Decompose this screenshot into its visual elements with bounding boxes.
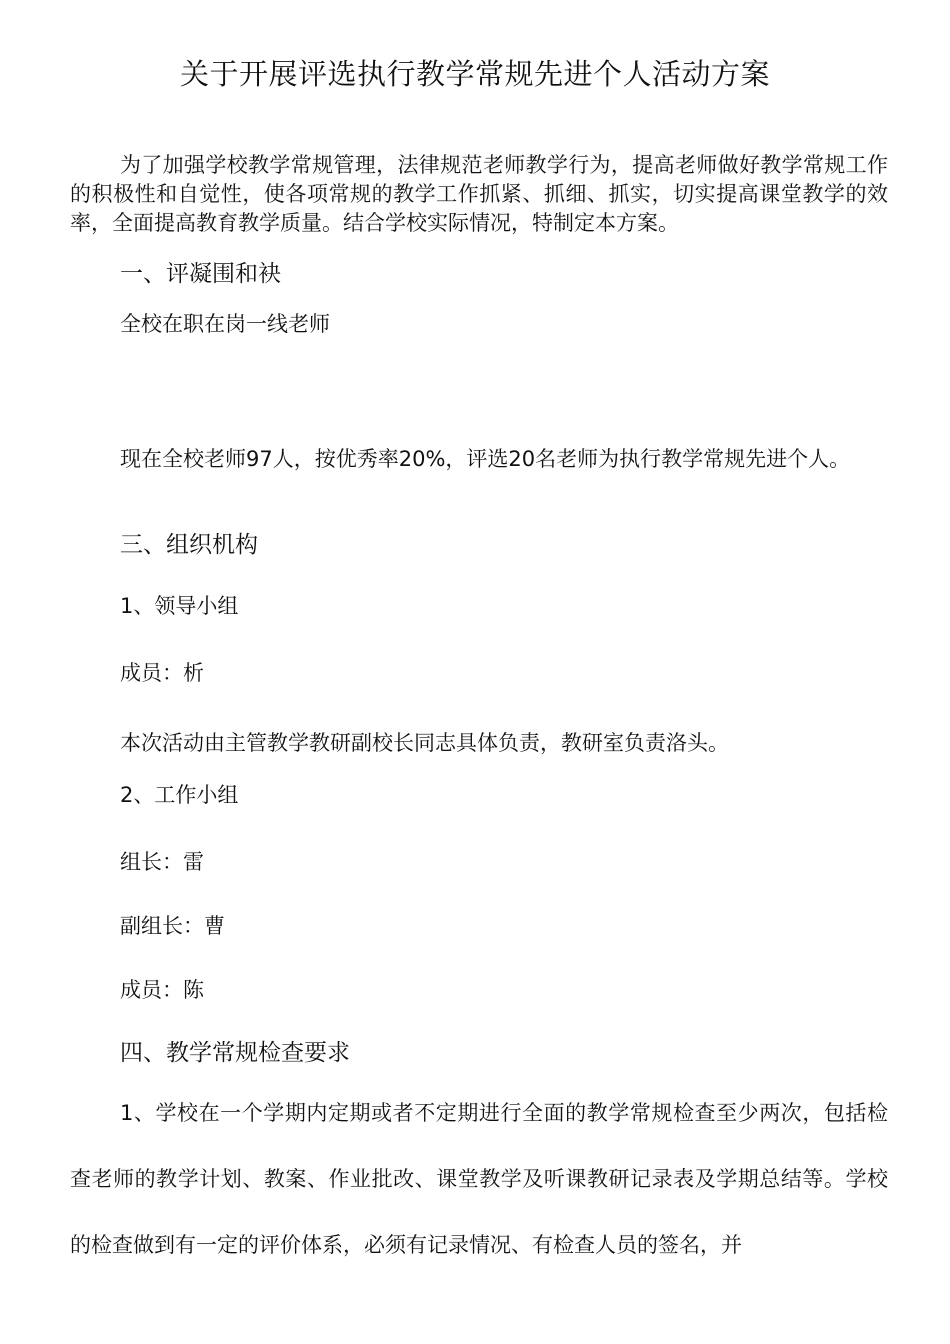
section4-item1: 1、学校在一个学期内定期或者不定期进行全面的教学常规检查至少两次，包括检查老师的教学计划、教案、作业批改、课堂教学及听课教研记录表及学期总结等。学校的检查做到有一定的评价体系，必须有记录情况、有检查人员的签名，并 <box>70 1101 888 1257</box>
group1-note: 本次活动由主管教学教研副校长同志具体负责，教研室负责洛头。 <box>120 731 729 755</box>
page-title: 关于开展评选执行教学常规先进个人活动方案 <box>179 57 770 91</box>
group2-members: 成员：陈 <box>120 978 204 1002</box>
intro-paragraph: 为了加强学校教学常规管理，法律规范老师教学行为，提高老师做好教学常规工作的积极性和自觉性，使各项常规的教学工作抓紧、抓细、抓实，切实提高课堂教学的效率，全面提高教育教学质量。结合学校实际情况，特制定本方案。 <box>70 153 888 235</box>
group2-deputy: 副组长：曹 <box>120 914 225 938</box>
group2-heading: 2、工作小组 <box>120 783 239 807</box>
section4-heading: 四、教学常规检查要求 <box>120 1040 350 1066</box>
group2-leader: 组长：雷 <box>120 850 204 874</box>
section1-heading: 一、评凝围和袂 <box>120 261 281 287</box>
section1-text: 全校在职在岗一线老师 <box>120 312 330 336</box>
quota-paragraph: 现在全校老师97人，按优秀率20%，评选20名老师为执行教学常规先进个人。 <box>120 447 851 471</box>
section3-heading: 三、组织机构 <box>120 532 258 558</box>
group1-heading: 1、领导小组 <box>120 594 239 618</box>
group1-members: 成员：析 <box>120 661 204 685</box>
